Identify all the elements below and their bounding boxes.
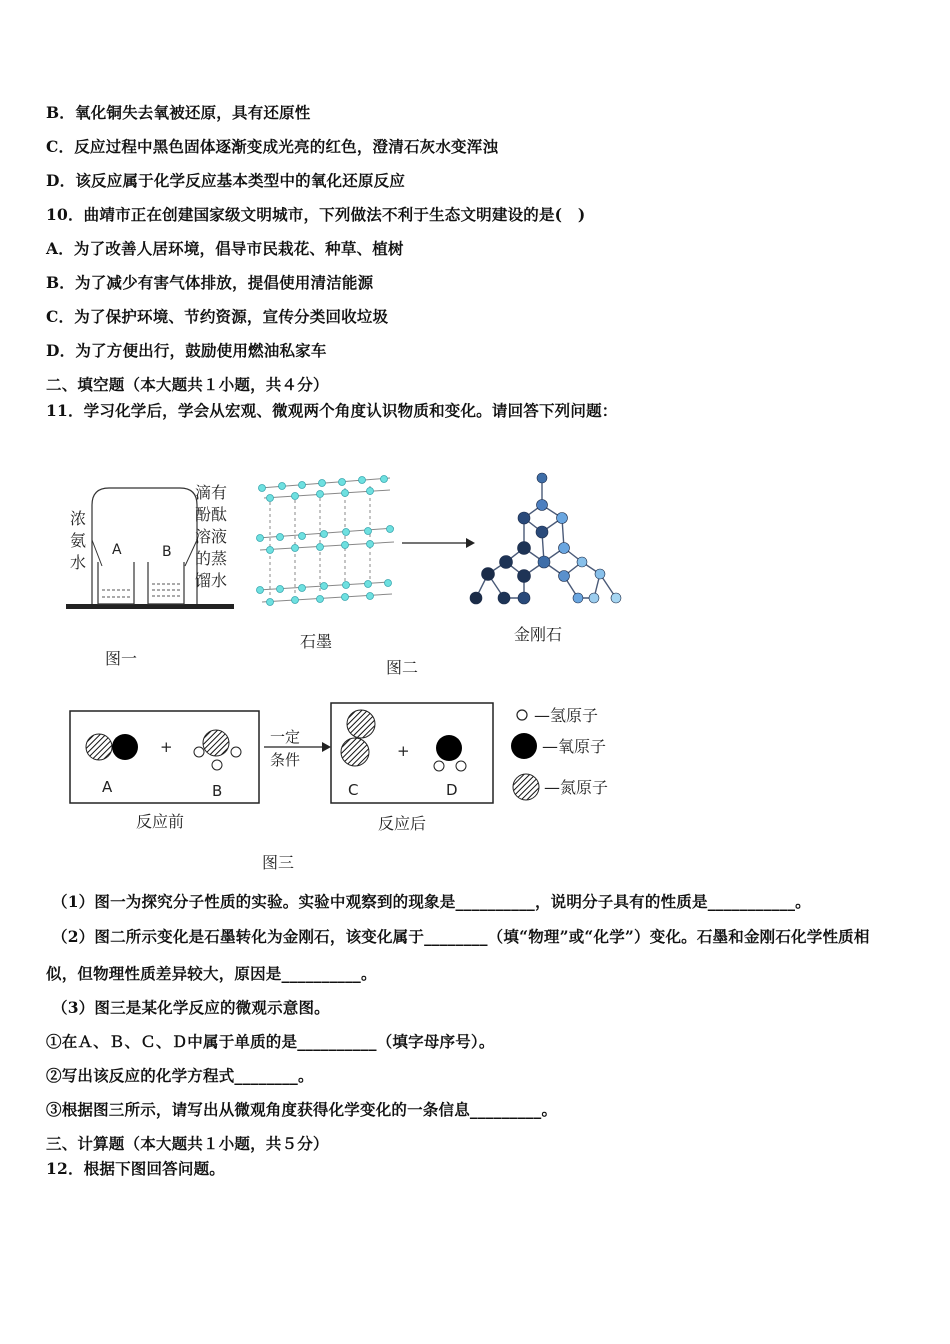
legend bbox=[511, 706, 608, 800]
after-label: 反应后 bbox=[378, 814, 427, 833]
q9-option-d: D．该反应属于化学反应基本类型中的氧化还原反应 bbox=[46, 171, 406, 190]
condition-bottom: 条件 bbox=[270, 751, 301, 769]
q10-option-c: C．为了保护环境、节约资源，宣传分类回收垃圾 bbox=[46, 307, 389, 326]
phenol-label-3: 溶液 bbox=[195, 527, 228, 546]
beaker-a bbox=[98, 562, 134, 604]
q10-stem: 10．曲靖市正在创建国家级文明城市，下列做法不利于生态文明建设的是( ) bbox=[46, 205, 586, 224]
phenol-label-4: 的蒸 bbox=[195, 549, 228, 568]
diamond-structure bbox=[466, 470, 632, 612]
section-2-title: 二、填空题（本大题共１小题，共４分） bbox=[46, 375, 329, 394]
q10-option-a: A．为了改善人居环境，倡导市民栽花、种草、植树 bbox=[46, 239, 404, 258]
beaker-b bbox=[148, 562, 184, 604]
q9-option-b: B．氧化铜失去氧被还原，具有还原性 bbox=[46, 103, 311, 122]
molecule-b-label: B bbox=[212, 782, 223, 800]
molecule-a-label: A bbox=[102, 778, 113, 796]
figure-2-caption: 图二 bbox=[386, 658, 419, 677]
beaker-b-label: B bbox=[162, 544, 172, 560]
legend-oxygen: —氧原子 bbox=[542, 737, 607, 756]
beaker-a-label: A bbox=[112, 542, 122, 558]
q11-part-2a: （2）图二所示变化是石墨转化为金刚石，该变化属于________（填“物理”或“化学”）变化。石墨和金刚石化学性质相 bbox=[52, 927, 870, 946]
figure-1-caption: 图一 bbox=[105, 649, 138, 668]
q11-part-1: （1）图一为探究分子性质的实验。实验中观察到的现象是__________，说明分子具有的性质是___________。 bbox=[52, 892, 811, 911]
q10-option-d: D．为了方便出行，鼓励使用燃油私家车 bbox=[46, 341, 327, 360]
plus-sign-before: + bbox=[160, 738, 173, 756]
molecule-a bbox=[86, 734, 138, 760]
phenol-label-5: 馏水 bbox=[195, 571, 228, 590]
q11-part-3-1: ①在Ａ、Ｂ、Ｃ、Ｄ中属于单质的是__________（填字母序号）。 bbox=[46, 1032, 495, 1051]
q11-part-3-2: ②写出该反应的化学方程式________。 bbox=[46, 1066, 314, 1085]
q12-stem: 12．根据下图回答问题。 bbox=[46, 1159, 225, 1178]
q11-part-3-3: ③根据图三所示，请写出从微观角度获得化学变化的一条信息_________。 bbox=[46, 1100, 558, 1119]
molecule-d-label: D bbox=[446, 781, 458, 799]
phenol-label-2: 酚酞 bbox=[195, 505, 228, 524]
section-3-title: 三、计算题（本大题共１小题，共５分） bbox=[46, 1134, 329, 1153]
q11-part-2b: 似，但物理性质差异较大，原因是__________。 bbox=[46, 964, 377, 983]
phenol-label-1: 滴有 bbox=[195, 483, 228, 502]
q11-part-3: （3）图三是某化学反应的微观示意图。 bbox=[52, 998, 330, 1017]
graphite-structure bbox=[250, 466, 400, 614]
legend-nitrogen: —氮原子 bbox=[544, 778, 609, 797]
molecule-d bbox=[434, 735, 466, 771]
q11-stem: 11．学习化学后，学会从宏观、微观两个角度认识物质和变化。请回答下列问题： bbox=[46, 401, 618, 420]
figure-1-side-label bbox=[194, 480, 244, 595]
ammonia-label-3: 水 bbox=[70, 553, 87, 572]
q9-option-c: C．反应过程中黑色固体逐渐变成光亮的红色，澄清石灰水变浑浊 bbox=[46, 137, 499, 156]
ammonia-label-1: 浓 bbox=[70, 509, 87, 528]
molecule-c-label: C bbox=[348, 781, 359, 799]
diamond-label: 金刚石 bbox=[514, 625, 563, 644]
condition-top: 一定 bbox=[270, 728, 301, 746]
figure-3-reaction bbox=[66, 700, 636, 840]
graphite-label: 石墨 bbox=[300, 632, 333, 651]
q10-option-b: B．为了减少有害气体排放，提倡使用清洁能源 bbox=[46, 273, 374, 292]
molecule-b bbox=[194, 730, 241, 770]
before-label: 反应前 bbox=[136, 812, 185, 831]
figure-3-caption: 图三 bbox=[262, 853, 295, 872]
plus-sign-after: + bbox=[397, 742, 410, 760]
ammonia-label-2: 氨 bbox=[70, 531, 87, 550]
molecule-c bbox=[341, 710, 375, 766]
legend-hydrogen: —氢原子 bbox=[534, 706, 599, 725]
